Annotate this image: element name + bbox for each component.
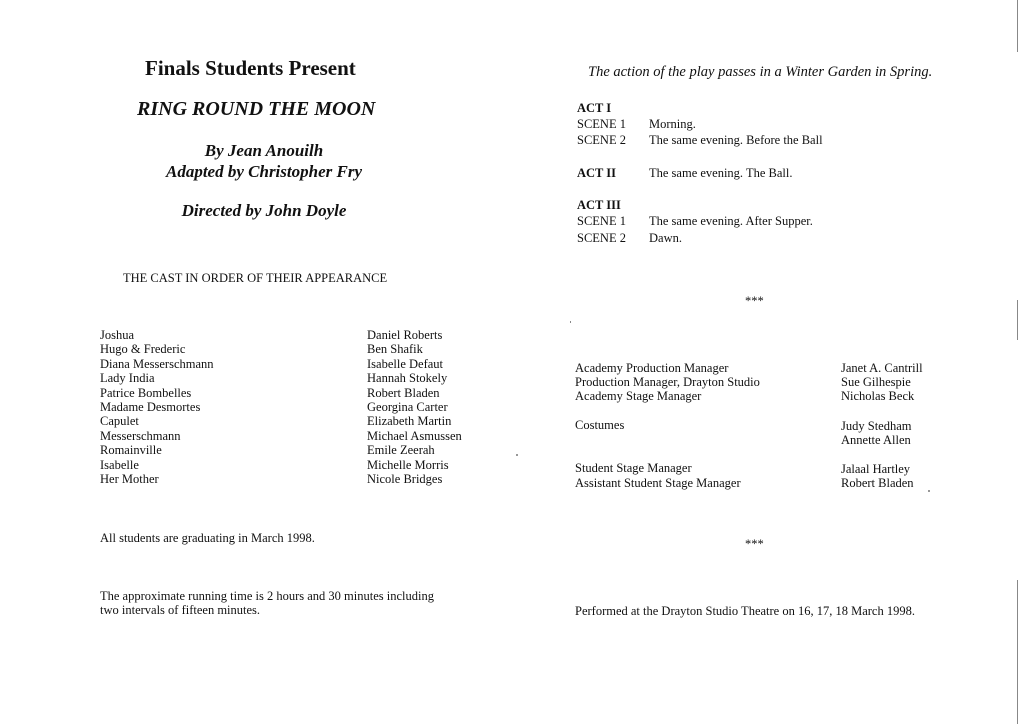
play-title: RING ROUND THE MOON xyxy=(137,98,376,120)
crew-name: Janet A. Cantrill xyxy=(841,361,923,375)
cast-role: Diana Messerschmann xyxy=(100,356,214,371)
cast-actor: Michelle Morris xyxy=(367,457,449,472)
cast-roles xyxy=(100,328,214,486)
crew-name: Jalaal Hartley xyxy=(841,462,911,476)
cast-actor: Isabelle Defaut xyxy=(367,356,444,371)
cast-actor: Ben Shafik xyxy=(367,342,423,357)
scan-speck xyxy=(570,321,571,323)
crew-role: Academy Production Manager xyxy=(575,361,729,375)
act-3-scene-1-desc: The same evening. After Supper. xyxy=(649,214,813,228)
setting-note: The action of the play passes in a Winter Garden in Spring. xyxy=(588,64,933,80)
cast-actor: Daniel Roberts xyxy=(367,328,443,342)
performance-note: Performed at the Drayton Studio Theatre on 16, 17, 18 March 1998. xyxy=(575,604,915,618)
scan-edge-line xyxy=(1017,300,1018,340)
cast-role: Madame Desmortes xyxy=(100,399,201,414)
act-1-scene-2-desc: The same evening. Before the Ball xyxy=(649,133,823,147)
cast-role: Patrice Bombelles xyxy=(100,385,192,400)
act-1-scene-2-label: SCENE 2 xyxy=(577,133,626,147)
cast-actor: Michael Asmussen xyxy=(367,428,462,443)
programme-heading: Finals Students Present xyxy=(145,56,356,80)
cast-actor: Georgina Carter xyxy=(367,399,448,414)
crew-name: Sue Gilhespie xyxy=(841,375,911,389)
cast-role: Hugo & Frederic xyxy=(100,342,186,357)
adapter-credit: Adapted by Christopher Fry xyxy=(166,162,362,181)
crew-role: Student Stage Manager xyxy=(575,461,692,475)
cast-role: Her Mother xyxy=(100,471,159,486)
act-3-scene-2-desc: Dawn. xyxy=(649,231,682,245)
cast-role: Messerschmann xyxy=(100,428,181,443)
act-1-scene-1-desc: Morning. xyxy=(649,117,696,131)
cast-role: Romainville xyxy=(100,443,162,458)
cast-actor: Nicole Bridges xyxy=(367,471,443,486)
cast-actor: Hannah Stokely xyxy=(367,371,448,386)
cast-heading: THE CAST IN ORDER OF THEIR APPEARANCE xyxy=(123,271,388,285)
cast-role: Isabelle xyxy=(100,457,139,472)
author-credit: By Jean Anouilh xyxy=(204,141,324,160)
cast-actor: Robert Bladen xyxy=(367,385,440,400)
crew-role: Assistant Student Stage Manager xyxy=(575,476,741,490)
graduation-note: All students are graduating in March 1998. xyxy=(100,531,315,545)
separator-asterisks: *** xyxy=(745,294,764,308)
cast-actor: Emile Zeerah xyxy=(367,443,435,458)
running-time-line-1: The approximate running time is 2 hours and 30 minutes including xyxy=(100,589,434,603)
crew-name: Nicholas Beck xyxy=(841,389,915,403)
crew-name: Annette Allen xyxy=(841,433,911,447)
act-3-label: ACT III xyxy=(577,198,621,212)
act-1-label: ACT I xyxy=(577,101,612,115)
crew-name: Robert Bladen xyxy=(841,476,914,490)
cast-actors xyxy=(367,328,462,486)
scan-edge-line xyxy=(1017,0,1018,52)
cast-actor: Elizabeth Martin xyxy=(367,414,452,429)
crew-role: Costumes xyxy=(575,418,625,432)
cast-role: Capulet xyxy=(100,414,139,429)
director-credit: Directed by John Doyle xyxy=(181,201,347,220)
act-1-scene-1-label: SCENE 1 xyxy=(577,117,626,131)
act-3-scene-2-label: SCENE 2 xyxy=(577,231,626,245)
crew-name: Judy Stedham xyxy=(841,419,912,433)
act-2-label: ACT II xyxy=(577,166,617,180)
running-time-line-2: two intervals of fifteen minutes. xyxy=(100,603,261,617)
separator-asterisks: *** xyxy=(745,537,764,551)
crew-role: Production Manager, Drayton Studio xyxy=(575,375,760,389)
scan-edge-line xyxy=(1017,580,1018,724)
scan-speck xyxy=(928,490,930,492)
scan-speck xyxy=(516,454,518,456)
crew-role: Academy Stage Manager xyxy=(575,389,702,403)
act-3-scene-1-label: SCENE 1 xyxy=(577,214,626,228)
act-2-desc: The same evening. The Ball. xyxy=(649,166,793,180)
cast-role: Lady India xyxy=(100,371,155,386)
cast-role: Joshua xyxy=(100,328,135,342)
